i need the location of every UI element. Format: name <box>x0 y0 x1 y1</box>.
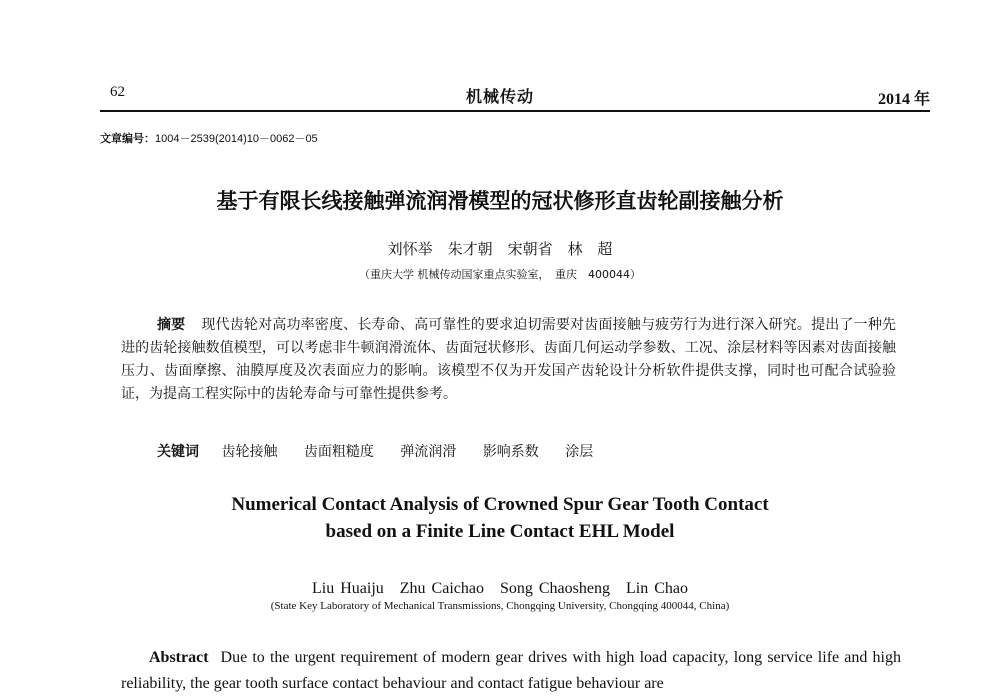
publication-year: 2014 年 <box>877 91 930 108</box>
article-number <box>100 130 318 146</box>
journal-name: 机械传动 <box>465 87 534 106</box>
keyword: 影响系数 <box>482 444 539 460</box>
english-title-line-1: Numerical Contact Analysis of Crowned Spur Gear Tooth Contact <box>231 494 769 515</box>
article-number-label: 文章编号： <box>100 133 155 145</box>
chinese-abstract-text: 现代齿轮对高功率密度、长寿命、高可靠性的要求迫切需要对齿面接触与疲劳行为进行深入研究。提出了一种先进的齿轮接触数值模型，可以考虑非牛顿润滑流体、齿面冠状修形、齿面几何运动学参数、工况、涂层材料等因素对齿面接触压力、齿面摩擦、油膜厚度及次表面应力的影响。该模型不仅为开发国产齿轮设计分析软件提供支撑，同时也可配合试验验证，为提高工程实际中的齿轮寿命与可靠性提供参考。 <box>121 317 897 402</box>
keyword: 齿面粗糙度 <box>303 444 374 460</box>
chinese-affiliation: （重庆大学 机械传动国家重点实验室， 重庆 400044） <box>359 268 641 281</box>
keyword: 弹流润滑 <box>400 444 457 460</box>
english-authors: Liu Huaiju Zhu Caichao Song Chaosheng Lin Chao <box>312 580 688 597</box>
english-affiliation: (State Key Laboratory of Mechanical Transmissions, Chongqing University, Chongqing 400044, China) <box>270 600 730 612</box>
english-abstract-text: Due to the urgent requirement of modern gear drives with high load capacity, long service life and high reliability, the gear tooth surface contact behaviour and contact fatigue behaviour are <box>121 649 901 692</box>
header-rule <box>100 110 930 112</box>
english-title <box>0 491 1000 545</box>
page-number: 62 <box>110 84 125 100</box>
article-number-value: 1004－2539(2014)10－0062－05 <box>155 133 318 145</box>
keyword: 齿轮接触 <box>221 444 278 460</box>
chinese-abstract <box>121 314 896 406</box>
chinese-keywords <box>157 441 615 461</box>
english-abstract-label: Abstract <box>149 649 209 666</box>
chinese-authors: 刘怀举 朱才朝 宋朝省 林 超 <box>387 240 613 258</box>
chinese-abstract-label: 摘要 <box>157 317 186 333</box>
chinese-title: 基于有限长线接触弹流润滑模型的冠状修形直齿轮副接触分析 <box>216 189 784 213</box>
english-abstract <box>121 645 901 697</box>
english-title-line-2: based on a Finite Line Contact EHL Model <box>325 521 675 542</box>
chinese-keywords-label: 关键词 <box>157 444 199 460</box>
keyword: 涂层 <box>565 444 594 460</box>
